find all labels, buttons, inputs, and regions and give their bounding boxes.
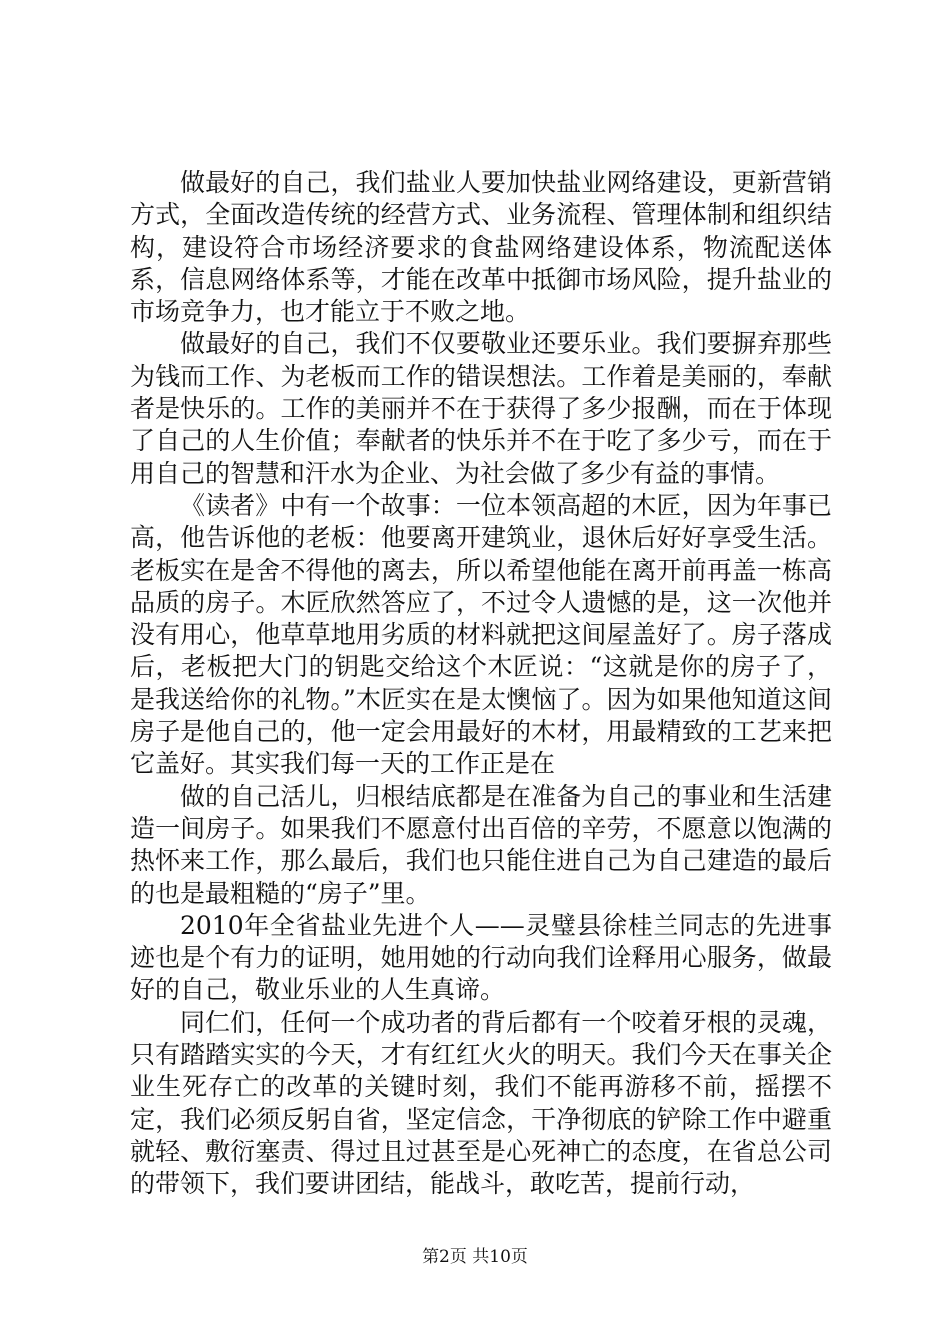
document-body — [130, 167, 832, 1201]
paragraph-4: 做的自己活儿，归根结底都是在准备为自己的事业和生活建造一间房子。如果我们不愿意付出百倍的辛劳，不愿意以饱满的热怀来工作，那么最后，我们也只能住进自己为自己建造的最后的也是最粗糙的“房子”里。 — [130, 781, 832, 908]
page-footer: 第2页 共10页 — [422, 1247, 528, 1267]
paragraph-3: 《读者》中有一个故事：一位本领高超的木匠，因为年事已高，他告诉他的老板：他要离开建筑业，退休后好好享受生活。老板实在是舍不得他的离去，所以希望他能在离开前再盖一栋高品质的房子。木匠欣然答应了，不过令人遗憾的是，这一次他并没有用心，他草草地用劣质的材料就把这间屋盖好了。房子落成后，老板把大门的钥匙交给这个木匠说：“这就是你的房子了，是我送给你的礼物。”木匠实在是太懊恼了。因为如果他知道这间房子是他自己的，他一定会用最好的木材，用最精致的工艺来把它盖好。其实我们每一天的工作正是在 — [130, 490, 832, 779]
paragraph-2: 做最好的自己，我们不仅要敬业还要乐业。我们要摒弃那些为钱而工作、为老板而工作的错误想法。工作着是美丽的，奉献者是快乐的。工作的美丽并不在于获得了多少报酬，而在于体现了自己的人生价值；奉献者的快乐并不在于吃了多少亏，而在于用自己的智慧和汗水为企业、为社会做了多少有益的事情。 — [130, 329, 832, 488]
paragraph-5: 2010年全省盐业先进个人——灵璧县徐桂兰同志的先进事迹也是个有力的证明，她用她的行动向我们诠释用心服务，做最好的自己，敬业乐业的人生真谛。 — [130, 910, 832, 1005]
paragraph-6: 同仁们，任何一个成功者的背后都有一个咬着牙根的灵魂，只有踏踏实实的今天，才有红红火火的明天。我们今天在事关企业生死存亡的改革的关键时刻，我们不能再游移不前，摇摆不定，我们必须反躬自省，坚定信念，干净彻底的铲除工作中避重就轻、敷衍塞责、得过且过甚至是心死神亡的态度，在省总公司的带领下，我们要讲团结，能战斗，敢吃苦，提前行动， — [130, 1007, 832, 1199]
paragraph-1: 做最好的自己，我们盐业人要加快盐业网络建设，更新营销方式，全面改造传统的经营方式、业务流程、管理体制和组织结构，建设符合市场经济要求的食盐网络建设体系，物流配送体系，信息网络体系等，才能在改革中抵御市场风险，提升盐业的市场竞争力，也才能立于不败之地。 — [130, 168, 832, 327]
